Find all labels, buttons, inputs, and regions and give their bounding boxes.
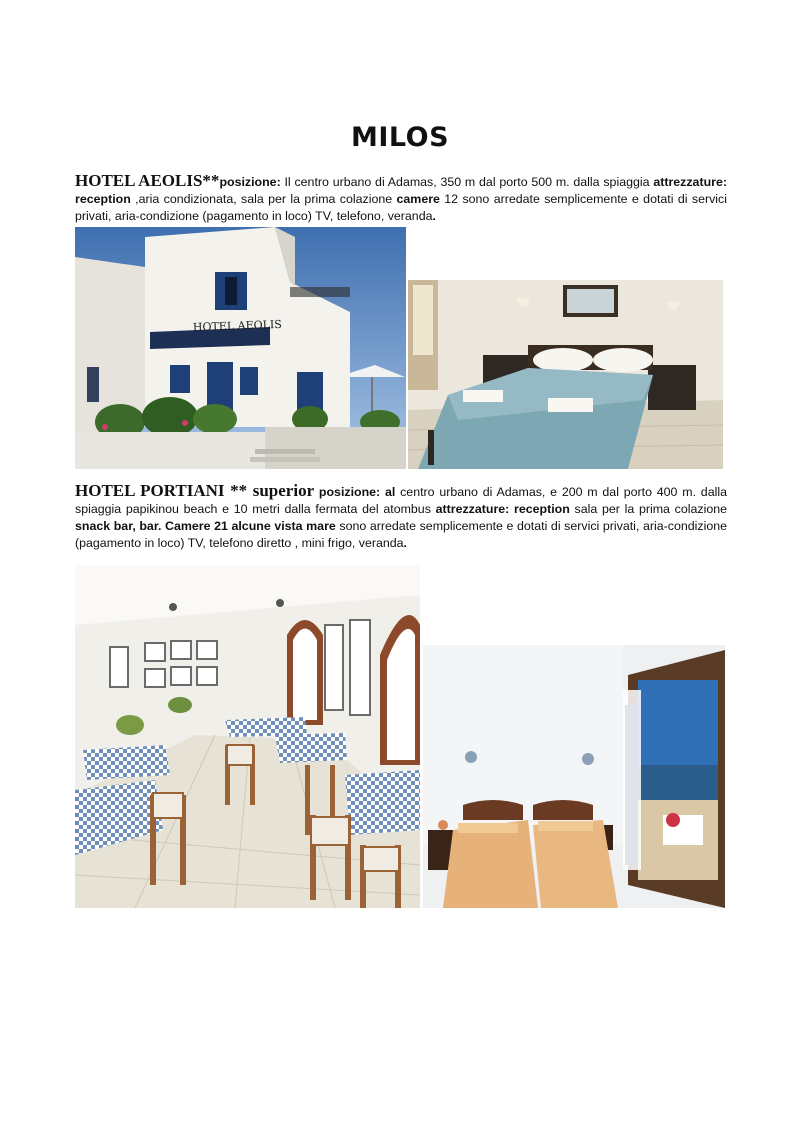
hotel-portiani-end: .	[403, 536, 407, 550]
hotel-portiani-posizione-text: centro urbano di Adamas, e 200 m dal porto 400 m. dalla spiaggia papikinou beach e 10 metri dalla fermata del atombus	[75, 485, 727, 516]
hotel-portiani-breakfast-room-photo	[75, 565, 420, 908]
hotel-aeolis-end: .	[432, 209, 436, 223]
hotel-portiani-name: HOTEL PORTIANI ** superior	[75, 481, 315, 500]
page-title: MILOS	[350, 122, 450, 153]
hotel-portiani-room-photo	[423, 645, 725, 908]
hotel-portiani-description	[75, 482, 727, 552]
hotel-aeolis-posizione-label: posizione:	[219, 175, 281, 189]
hotel-aeolis-camere-text: 12 sono arredate semplicemente e dotati di servici privati, aria-condizione (pagamento in loco) TV, telefono, veranda	[75, 192, 727, 223]
hotel-aeolis-posizione-text: Il centro urbano di Adamas, 350 m dal porto 500 m. dalla spiaggia	[280, 175, 650, 189]
hotel-aeolis-name: HOTEL AEOLIS**	[75, 171, 220, 190]
hotel-portiani-attrezzature-label: attrezzature: reception	[435, 502, 570, 516]
hotel-portiani-camere-label: Camere 21 alcune vista mare	[165, 519, 336, 533]
hotel-portiani-camere-text: sono arredate semplicemente e dotati di servici privati, aria-condizione (pagamento in loco) TV, telefono diretto , mini frigo, veranda	[75, 519, 728, 550]
hotel-aeolis-exterior-photo	[75, 227, 406, 469]
hotel-portiani-posizione-label: posizione: al	[318, 485, 396, 499]
hotel-aeolis-attrezzature-text: ,aria condizionata, sala per la prima colazione	[130, 192, 397, 206]
hotel-aeolis-room-photo	[408, 280, 723, 469]
hotel-aeolis-camere-label: camere	[396, 192, 440, 206]
hotel-sign-text: HOTEL AEOLIS	[192, 317, 283, 334]
hotel-portiani-attrezzature-text: sala per la prima colazione	[569, 502, 727, 516]
hotel-aeolis-description	[75, 172, 727, 225]
hotel-portiani-snack-label: snack bar, bar.	[75, 519, 162, 533]
hotel-aeolis-attrezzature-label: attrezzature: reception	[75, 175, 727, 206]
